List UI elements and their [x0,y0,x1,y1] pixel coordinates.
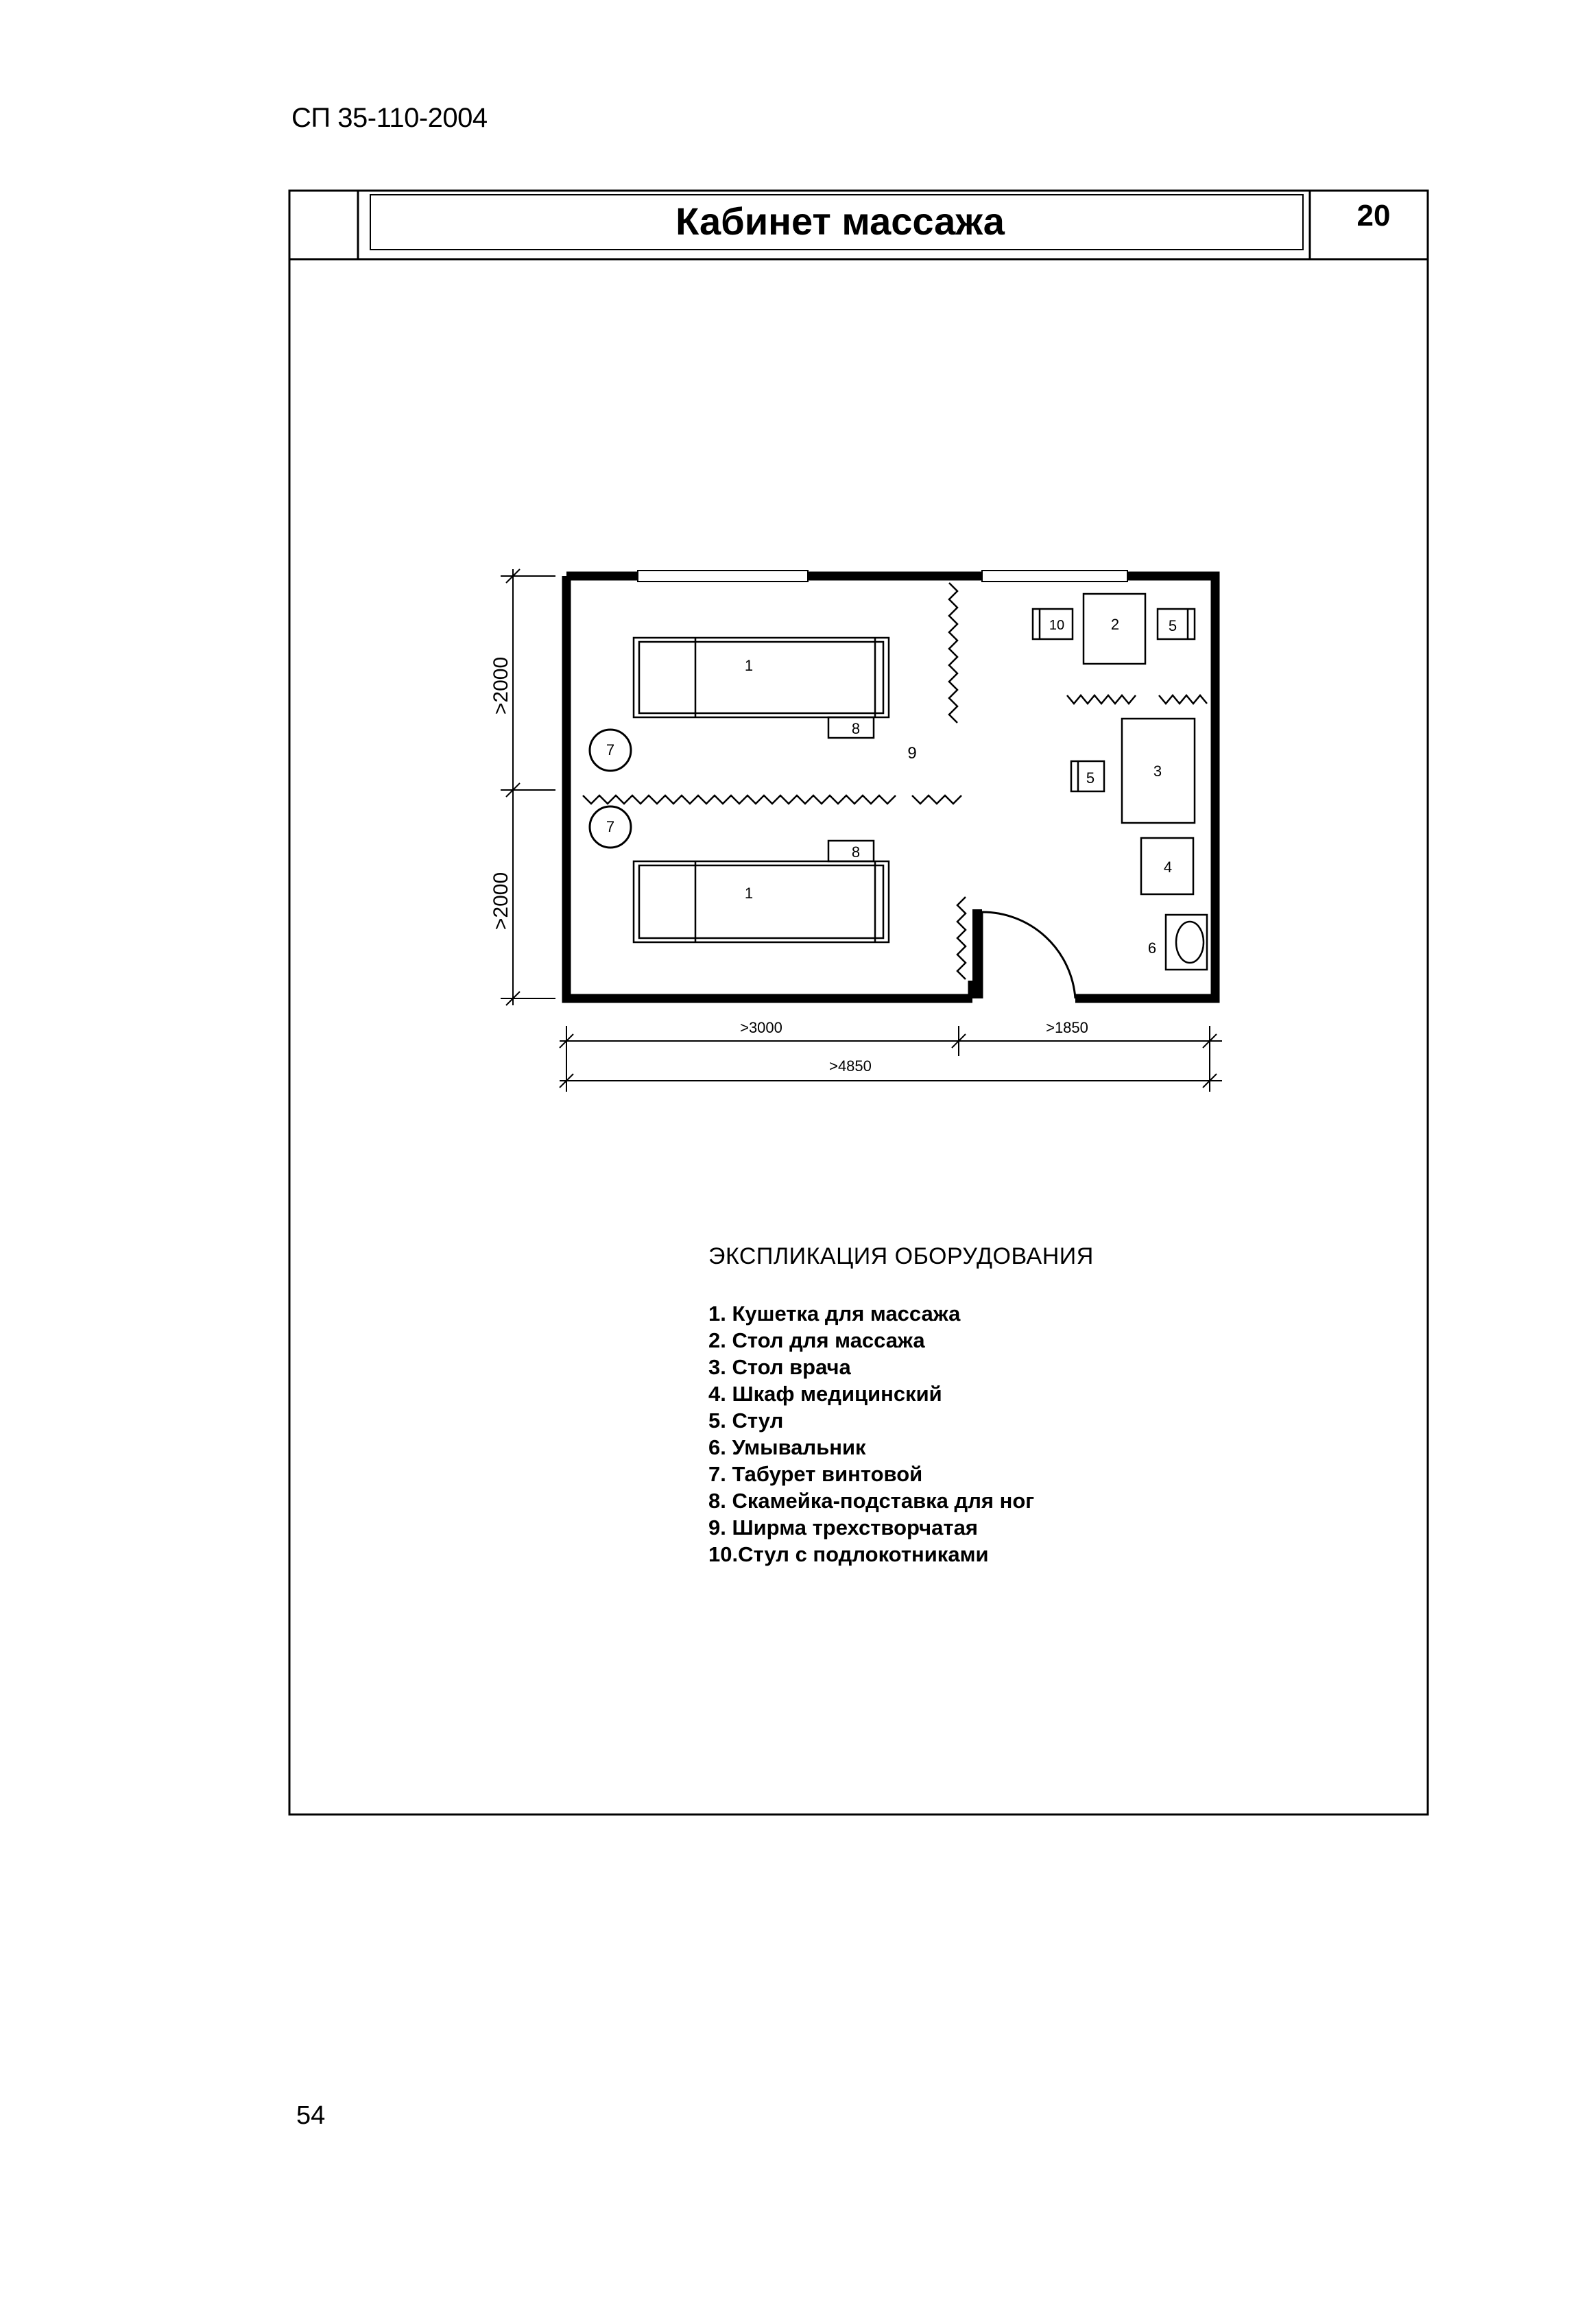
legend-item: 9. Ширма трехстворчатая [708,1516,978,1540]
armchair-marker: 10 [1049,618,1065,633]
footstool-marker-lower: 8 [851,843,861,861]
dim-left-width: >3000 [740,1019,782,1036]
dim-right-width: >1850 [1046,1019,1088,1036]
stool-marker-lower: 7 [606,818,615,835]
legend-item: 8. Скамейка-подставка для ног [708,1489,1035,1513]
entrance-door [972,909,1075,998]
legend-item: 5. Стул [708,1409,784,1433]
cabinet-marker: 4 [1163,859,1173,876]
chair-marker-lower: 5 [1086,769,1095,787]
doctor-table-marker: 3 [1153,763,1162,780]
dim-lower-bay: >2000 [490,872,512,931]
dim-total-width: >4850 [829,1057,872,1075]
massage-table-marker: 2 [1110,616,1120,633]
legend-list [708,1300,1094,1568]
washbasin [1166,915,1207,970]
vertical-dimension-lines [501,569,555,1005]
couch-marker-lower: 1 [744,885,754,902]
horizontal-dimension-lines [560,1026,1222,1092]
legend-item: 2. Стол для массажа [708,1328,925,1352]
massage-couch-upper [634,638,889,717]
massage-couch-lower [634,861,889,942]
stool-marker-upper: 7 [606,741,615,758]
document-code: СП 35-110-2004 [291,103,488,133]
sink-marker: 6 [1147,939,1157,957]
room-walls [566,576,1215,998]
couch-marker-upper: 1 [744,657,754,674]
legend-item: 6. Умывальник [708,1435,866,1459]
legend-item: 3. Стол врача [708,1355,851,1379]
dim-upper-bay: >2000 [490,656,512,715]
legend-item: 7. Табурет винтовой [708,1462,923,1486]
sheet-number: 20 [1356,199,1391,232]
screen-marker: 9 [907,744,917,763]
legend-item: 10.Стул с подлокотниками [708,1542,989,1566]
sheet-title: Кабинет массажа [675,200,1005,243]
legend-title: ЭКСПЛИКАЦИЯ ОБОРУДОВАНИЯ [708,1243,1094,1269]
page-number: 54 [296,2101,326,2130]
equipment-legend [708,1243,1094,1568]
legend-item: 4. Шкаф медицинский [708,1382,942,1406]
chair-marker-upper: 5 [1168,617,1177,634]
footstool-marker-upper: 8 [851,720,861,737]
legend-item: 1. Кушетка для массажа [708,1302,961,1326]
